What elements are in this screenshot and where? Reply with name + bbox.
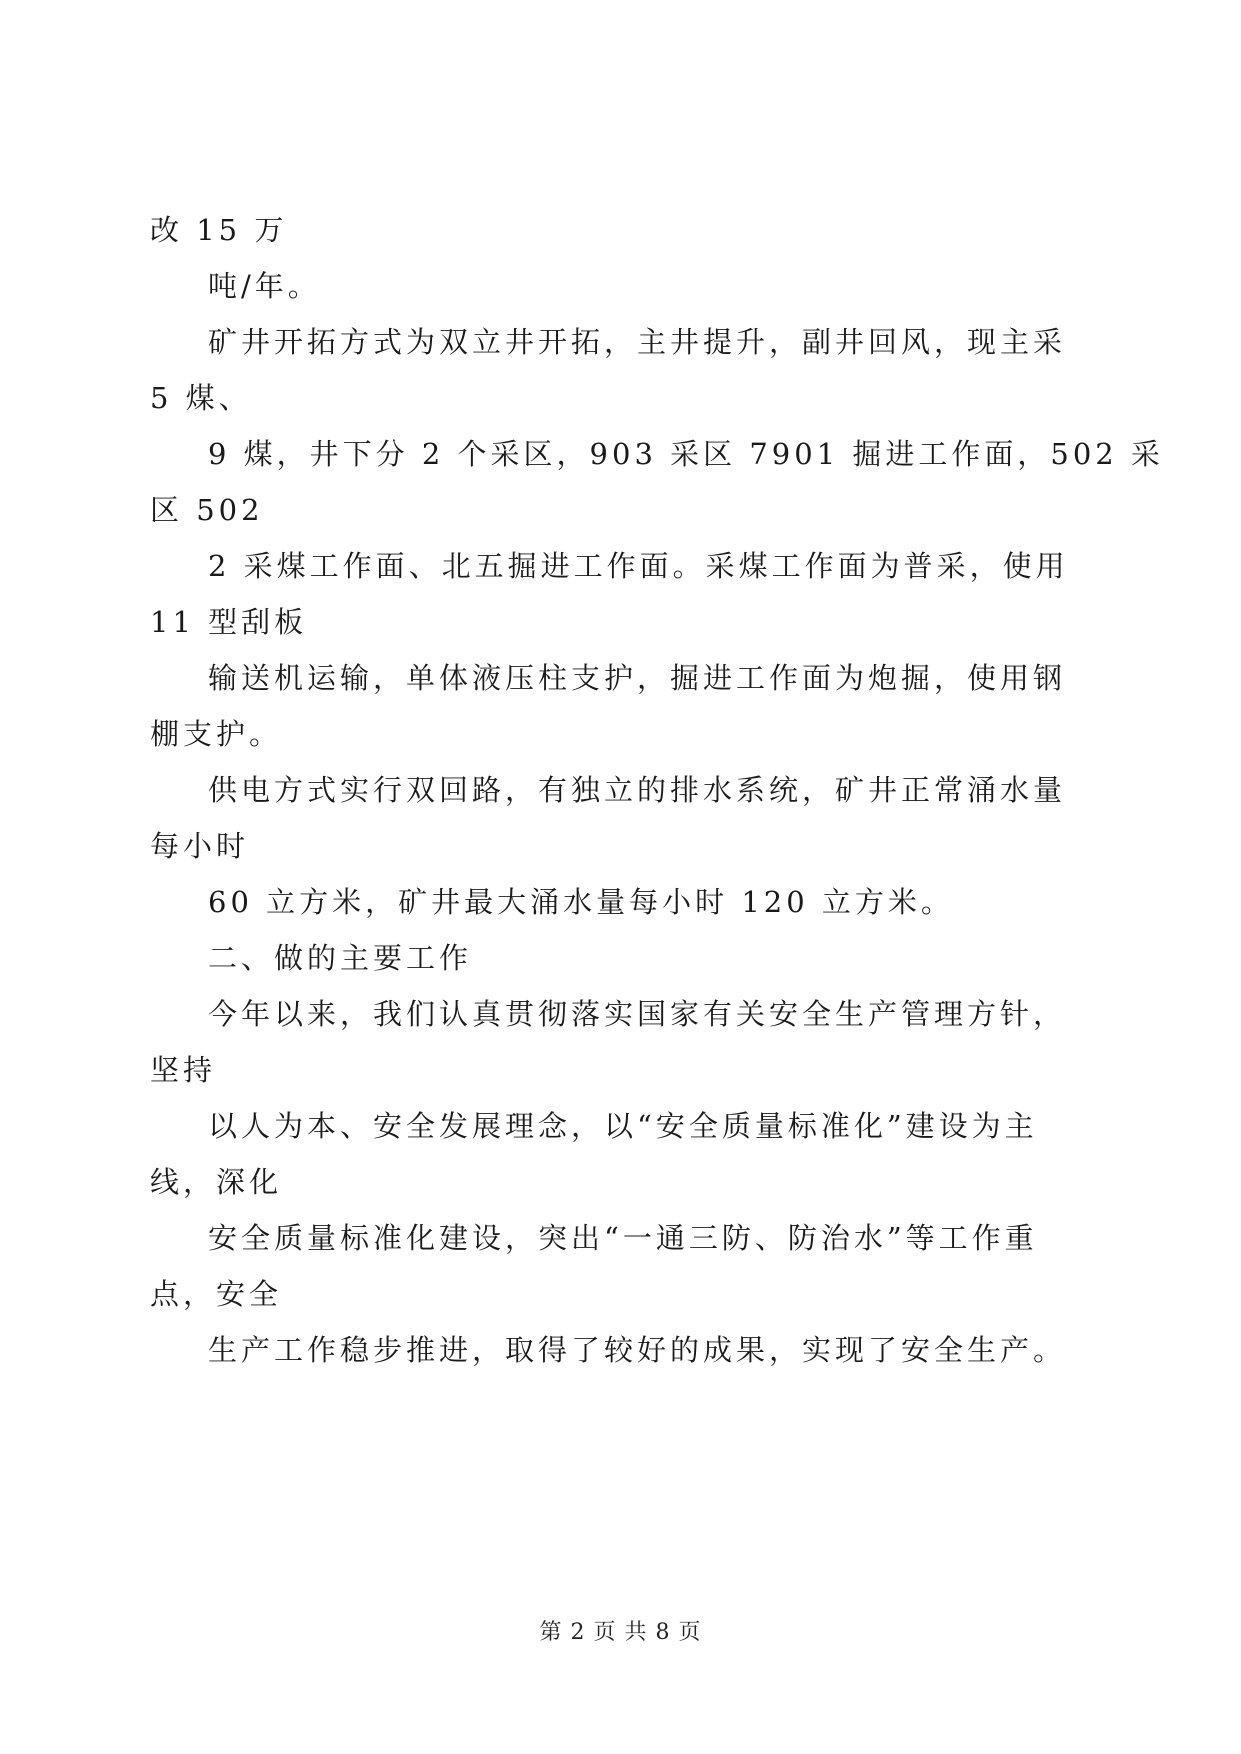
text-line: 11 型刮板 bbox=[150, 605, 308, 639]
text-line: 每小时 bbox=[150, 829, 250, 863]
page-number-footer: 第 2 页 共 8 页 bbox=[539, 1620, 702, 1645]
text-line: 点，安全 bbox=[150, 1277, 283, 1311]
text-line: 生产工作稳步推进，取得了较好的成果，实现了安全生产。 bbox=[208, 1333, 1067, 1367]
text-line: 供电方式实行双回路，有独立的排水系统，矿井正常涌水量 bbox=[208, 773, 1067, 807]
text-line: 安全质量标准化建设，突出“一通三防、防治水”等工作重 bbox=[208, 1221, 1038, 1255]
text-line: 60 立方米，矿井最大涌水量每小时 120 立方米。 bbox=[208, 885, 954, 919]
text-line: 以人为本、安全发展理念，以“安全质量标准化”建设为主 bbox=[208, 1109, 1038, 1143]
text-line: 棚支护。 bbox=[150, 717, 283, 751]
text-line: 矿井开拓方式为双立井开拓，主井提升，副井回风，现主采 bbox=[208, 325, 1067, 359]
text-line: 改 15 万 bbox=[150, 213, 288, 247]
text-line: 吨/年。 bbox=[208, 269, 321, 303]
text-line: 2 采煤工作面、北五掘进工作面。采煤工作面为普采，使用 bbox=[208, 549, 1069, 583]
text-line: 5 煤、 bbox=[150, 381, 252, 415]
text-line: 今年以来，我们认真贯彻落实国家有关安全生产管理方针， bbox=[208, 997, 1067, 1031]
text-line: 区 502 bbox=[150, 493, 264, 527]
text-line: 坚持 bbox=[150, 1053, 217, 1087]
section-heading: 二、做的主要工作 bbox=[208, 941, 473, 975]
text-line: 输送机运输，单体液压柱支护，掘进工作面为炮掘，使用钢 bbox=[208, 661, 1067, 695]
text-line: 线，深化 bbox=[150, 1165, 283, 1199]
text-line: 9 煤，井下分 2 个采区，903 采区 7901 掘进工作面，502 采 bbox=[208, 437, 1164, 471]
